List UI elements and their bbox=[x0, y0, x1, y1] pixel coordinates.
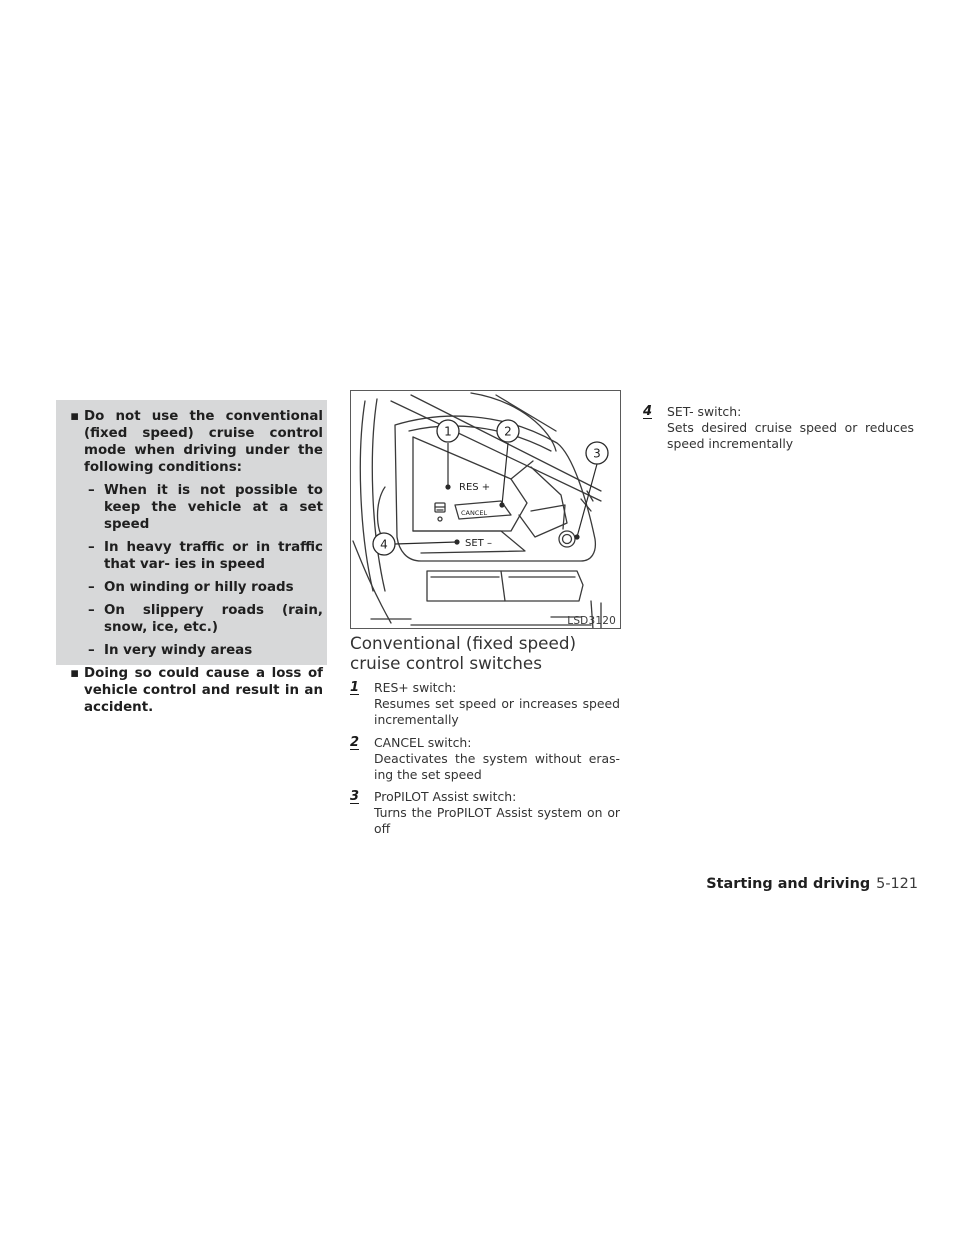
bullet: ▪ bbox=[70, 666, 80, 681]
switch-number: 2 bbox=[350, 735, 360, 750]
warning-subitem: – In heavy traffic or in traffic that var- ies in speed bbox=[88, 540, 323, 572]
warning-subitem-text: In very windy areas bbox=[104, 643, 253, 658]
callout-4-label: 4 bbox=[380, 537, 388, 552]
bullet: ▪ bbox=[70, 409, 80, 424]
warning-subitem-text: On slippery roads (rain, snow, ice, etc.) bbox=[104, 603, 323, 635]
warning-subitem-text: On winding or hilly roads bbox=[104, 580, 294, 595]
res-button-label: RES + bbox=[459, 482, 491, 493]
callout-3-label: 3 bbox=[593, 446, 601, 461]
steering-wheel-drawing bbox=[351, 391, 621, 629]
switch-description: Sets desired cruise speed or reduces speed incrementally bbox=[667, 420, 914, 451]
switch-name: RES+ switch: bbox=[374, 680, 457, 695]
switch-description: Turns the ProPILOT Assist system on or off bbox=[374, 805, 620, 836]
figure-code: LSD3120 bbox=[567, 615, 616, 627]
cancel-button-label: CANCEL bbox=[461, 509, 488, 517]
warning-subitem-text: In heavy traffic or in traffic that var- ies in speed bbox=[104, 540, 323, 572]
warning-subitem: – When it is not possible to keep the vehicle at a set speed bbox=[88, 483, 323, 532]
switch-number: 4 bbox=[643, 404, 653, 419]
footer-section: Starting and driving bbox=[706, 876, 871, 892]
warning-item bbox=[70, 665, 323, 716]
switch-entry-set bbox=[643, 404, 914, 452]
switch-entry-res bbox=[350, 680, 620, 728]
switch-number: 1 bbox=[350, 680, 360, 695]
set-button-label: SET – bbox=[465, 538, 492, 549]
switch-description: Deactivates the system without eras- ing the set speed bbox=[374, 751, 620, 782]
warning-subitem: – In very windy areas bbox=[88, 643, 253, 658]
warning-subitem: – On slippery roads (rain, snow, ice, etc.) bbox=[88, 603, 323, 635]
warning-subitem-text: When it is not possible to keep the vehicle at a set speed bbox=[104, 483, 323, 532]
warning-subitem: – On winding or hilly roads bbox=[88, 580, 294, 595]
switch-name: SET- switch: bbox=[667, 404, 742, 419]
warning-text: Do not use the conventional (fixed speed) cruise control mode when driving under the following conditions: bbox=[84, 409, 323, 475]
callout-1-label: 1 bbox=[444, 424, 452, 439]
switch-number: 3 bbox=[350, 789, 360, 804]
callout-2-label: 2 bbox=[504, 424, 512, 439]
warning-item bbox=[70, 408, 323, 476]
switch-entry-cancel bbox=[350, 735, 620, 783]
section-title: Conventional (fixed speed) cruise control switches bbox=[350, 633, 577, 673]
switch-entry-propilot bbox=[350, 789, 620, 837]
switch-name: ProPILOT Assist switch: bbox=[374, 789, 517, 804]
warning-box bbox=[56, 400, 327, 715]
warning-text: Doing so could cause a loss of vehicle control and result in an accident. bbox=[84, 666, 323, 715]
switch-description: Resumes set speed or increases speed incrementally bbox=[374, 696, 620, 727]
page-number: 5-121 bbox=[876, 876, 918, 892]
switch-illustration bbox=[350, 390, 621, 629]
page-footer bbox=[706, 876, 918, 892]
switch-name: CANCEL switch: bbox=[374, 735, 472, 750]
